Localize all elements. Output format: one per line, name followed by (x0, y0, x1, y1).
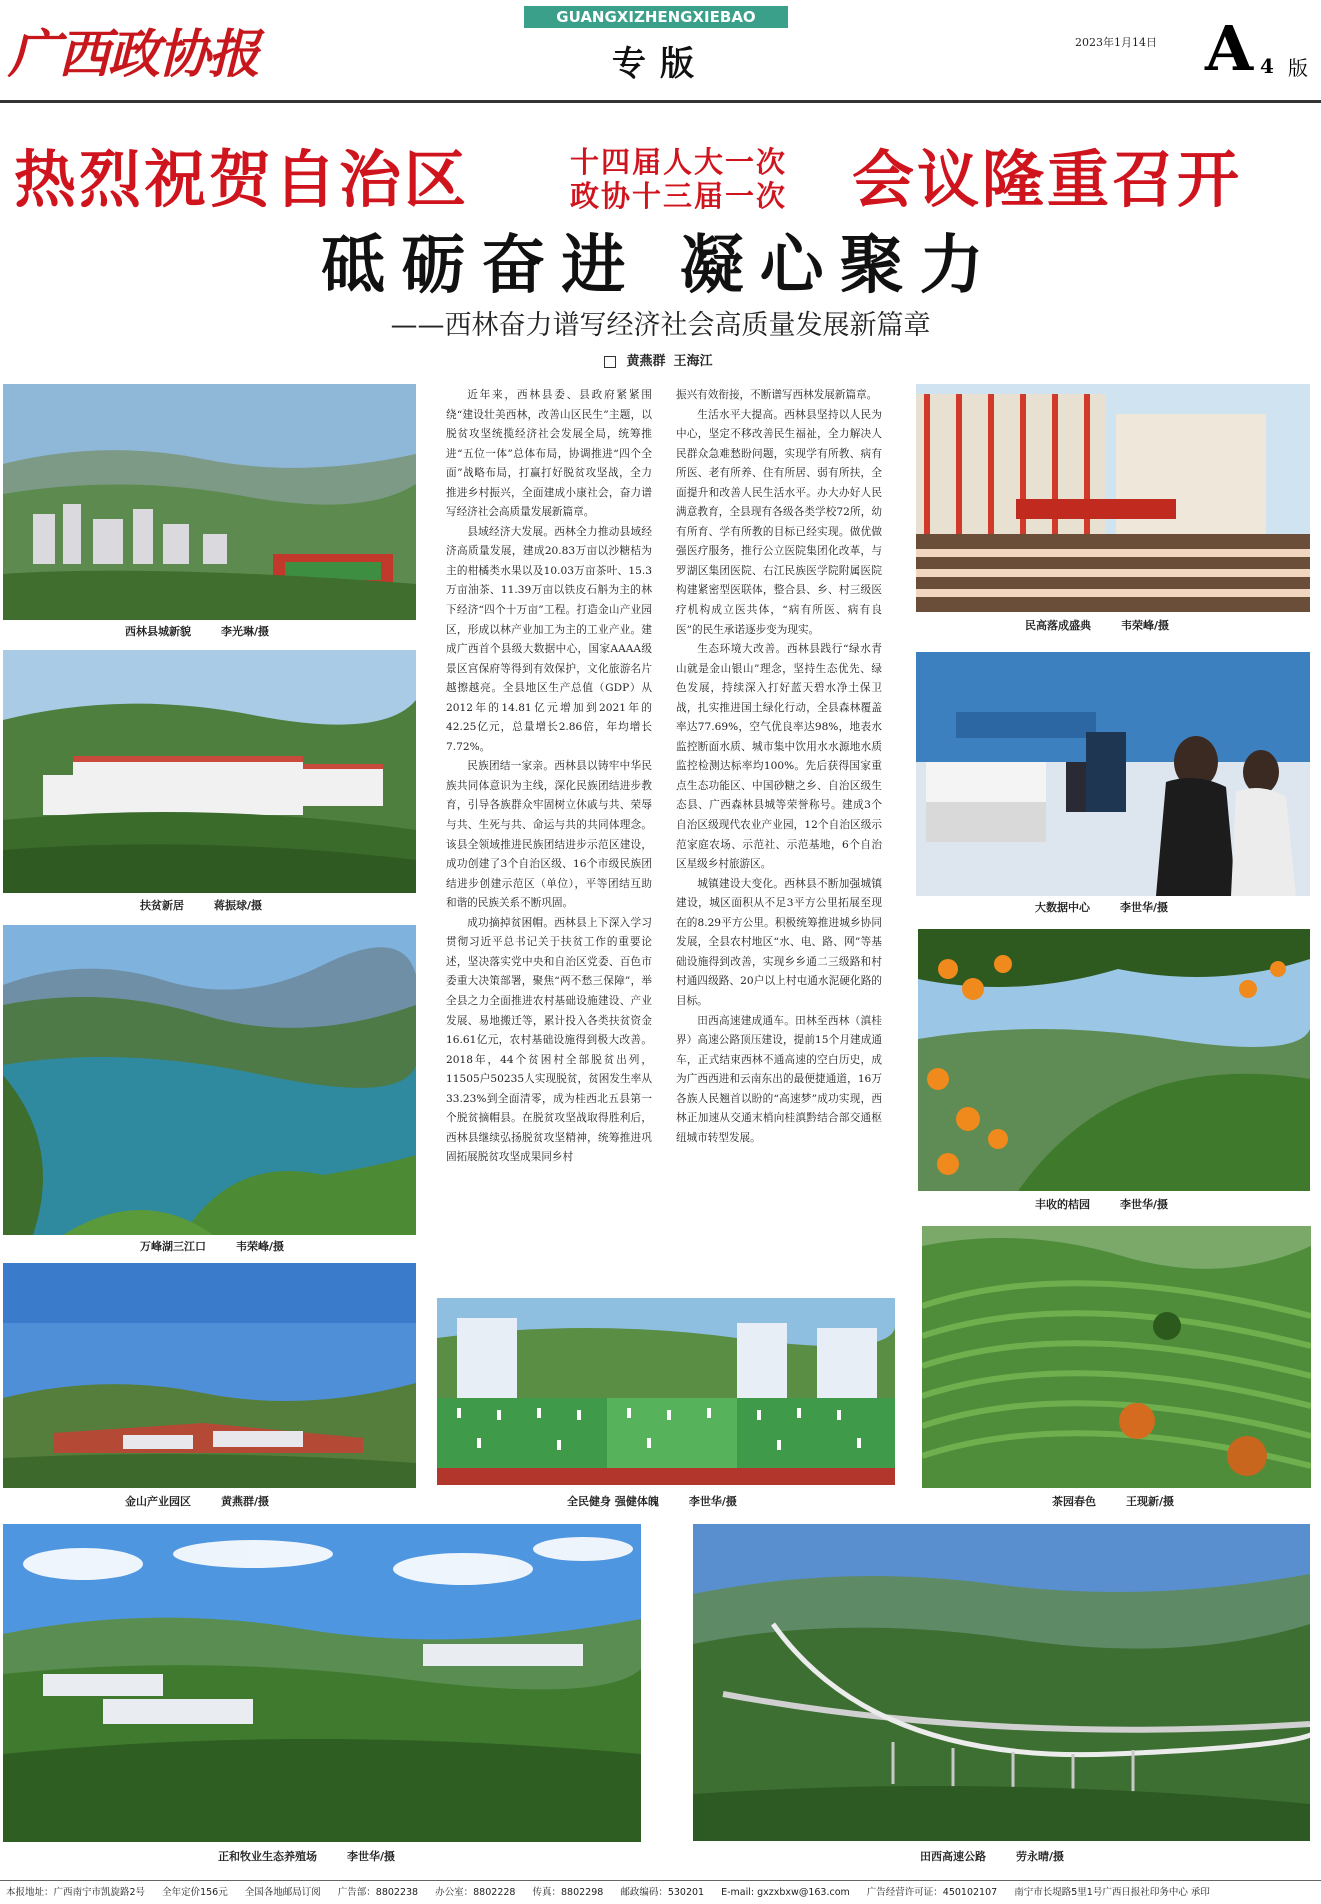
caption-town (125, 623, 269, 641)
footer-email: E-mail: gxzxbxw@163.com (721, 1887, 850, 1898)
author: 王海江 (673, 354, 713, 369)
footer-subscription: 全国各地邮局订阅 (244, 1887, 321, 1898)
photo-fitness (437, 1298, 895, 1485)
paragraph: 成功摘掉贫困帽。西林县上下深入学习贯彻习近平总书记关于扶贫工作的重要论述，坚决落实党中央和自治区党委、百色市委重大决策部署，聚焦“两不愁三保障”，举全县之力全面推进农村基础设施建设、产业发展、易地搬迁等，累计投入各类扶贫资金16.61亿元，农村基础设施得到极大改善。2018年，44个贫困村全部脱贫出列，11505户50235人实现脱贫，贫困发生率从33.23%到全面清零，成为桂西北五县第一个脱贫摘帽县。在脱贫攻坚战取得胜利后，西林县继续弘扬脱贫攻坚精神，统筹推进巩固拓展脱贫攻坚成果同乡村 (446, 916, 652, 1164)
masthead-pinyin: GUANGXIZHENGXIEBAO (524, 6, 788, 28)
section-title: 专版 (612, 44, 708, 84)
paragraph: 城镇建设大变化。西林县不断加强城镇建设，城区面积从不足3平方公里拓展至现在的8.29平方公里。积极统筹推进城乡协同发展，全县农村地区“水、电、路、网”等基础设施得到改善，实现乡乡通二三级路和村村通四级路、20户以上村屯通水泥硬化路的目标。 (676, 877, 882, 1007)
caption-industrial (125, 1493, 269, 1511)
caption-tea (1052, 1493, 1174, 1511)
caption-festival (1025, 617, 1169, 635)
issue-date: 2023年1月14日 (1075, 36, 1157, 49)
caption-title: 扶贫新居 (140, 899, 184, 912)
caption-title: 茶园春色 (1052, 1495, 1096, 1508)
caption-credit: 黄燕群/摄 (221, 1495, 270, 1508)
caption-title: 正和牧业生态养殖场 (218, 1850, 317, 1863)
masthead-divider (0, 100, 1321, 103)
photo-lake (3, 925, 416, 1235)
newspaper-logo: 广西政协报 (8, 24, 259, 85)
footer-office-phone: 办公室：8802228 (435, 1887, 516, 1898)
article-column-1 (446, 386, 652, 1256)
photo-relocation (3, 650, 416, 893)
caption-title: 大数据中心 (1035, 901, 1090, 914)
footer-address: 本报地址：广西南宁市凯旋路2号 (6, 1887, 146, 1898)
caption-credit: 王现新/摄 (1126, 1495, 1175, 1508)
caption-title: 西林县城新貌 (125, 625, 191, 638)
article-subtitle: ——西林奋力谱写经济社会高质量发展新篇章 (390, 310, 931, 341)
caption-title: 民高落成盛典 (1025, 619, 1091, 632)
headline-middle-line1: 十四届人大一次 (570, 145, 788, 179)
paragraph: 田西高速建成通车。田林至西林（滇桂界）高速公路顶压建设，提前15个月建成通车，正式结束西林不通高速的空白历史，成为广西西进和云南东出的最便捷通道，16万各族人民翘首以盼的“高速梦”成功实现，西林正加速从交通末梢向桂滇黔结合部交通枢纽城市转型发展。 (676, 1014, 882, 1144)
caption-credit: 蒋振球/摄 (214, 899, 263, 912)
photo-datacenter (916, 652, 1310, 896)
page-label: 版 (1288, 56, 1308, 80)
caption-datacenter (1035, 899, 1168, 917)
byline (0, 350, 1321, 370)
paragraph: 振兴有效衔接，不断谱写西林发展新篇章。 (676, 389, 878, 401)
caption-fitness (567, 1493, 737, 1511)
footer-info (6, 1884, 1316, 1900)
footer-printer: 南宁市长堤路5里1号广西日报社印务中心 承印 (1014, 1887, 1210, 1898)
caption-title: 金山产业园区 (125, 1495, 191, 1508)
headline-left: 热烈祝贺自治区 (14, 143, 470, 216)
author: 黄燕群 (626, 354, 666, 369)
byline-box-icon (604, 356, 616, 368)
paragraph: 生活水平大提高。西林县坚持以人民为中心，坚定不移改善民生福祉，全力解决人民群众急难愁盼问题，实现学有所教、病有所医、老有所养、住有所居、弱有所扶，全面提升和改善人民生活水平。办大办好人民满意教育，全县现有各级各类学校72所，幼有所育、学有所教的目标已经实现。做优做强医疗服务，推行公立医院集团化改革，与罗湖区集团医院、右江民族医学院附属医院构建紧密型医联体，整合县、乡、村三级医疗机构成立医共体，“病有所医、病有良医”的民生承诺逐步变为现实。 (676, 408, 882, 636)
article-title: 砥砺奋进 凝心聚力 (321, 229, 1000, 303)
caption-relocation (140, 897, 262, 915)
paragraph: 生态环境大改善。西林县践行“绿水青山就是金山银山”理念，坚持生态优先、绿色发展，持续深入打好蓝天碧水净土保卫战，扎实推进国土绿化行动，全县森林覆盖率达77.69%，空气优良率达98%，地表水监控断面水质、城市集中饮用水水源地水质监控检测达标率均100%。先后获得国家重点生态功能区、中国砂糖之乡、自治区级生态县、广西森林县城等荣誉称号。建成3个自治区级现代农业产业园，12个自治区级示范家庭农场、示范社、示范基地，6个自治区星级乡村旅游区。 (676, 643, 882, 871)
caption-credit: 劳永晴/摄 (1016, 1850, 1065, 1863)
paragraph: 民族团结一家亲。西林县以铸牢中华民族共同体意识为主线，深化民族团结进步教育，引导各族群众牢固树立休戚与共、荣辱与共、生死与共、命运与共的共同体理念。该县全领域推进民族团结进步示范区建设，成功创建了3个自治区级、16个市级民族团结进步创建示范区（单位），平等团结互助和谐的民族关系不断巩固。 (446, 760, 652, 910)
page-number: 4 (1260, 54, 1274, 78)
photo-farm (3, 1524, 641, 1842)
caption-title: 丰收的桔园 (1035, 1198, 1090, 1211)
caption-title: 全民健身 强健体魄 (567, 1495, 659, 1508)
caption-title: 田西高速公路 (920, 1850, 986, 1863)
photo-tea (922, 1226, 1311, 1488)
caption-credit: 李世华/摄 (347, 1850, 396, 1863)
caption-credit: 李世华/摄 (1120, 901, 1169, 914)
caption-lake (140, 1238, 284, 1256)
caption-farm (218, 1848, 395, 1866)
page-letter: A (1205, 12, 1254, 85)
paragraph: 近年来，西林县委、县政府紧紧围绕“建设壮美西林，改善山区民生”主题，以脱贫攻坚统揽经济社会发展全局，统筹推进“五位一体”总体布局，协调推进“四个全面”战略布局，打赢打好脱贫攻坚战，全力推进乡村振兴，全面建成小康社会，奋力谱写经济社会高质量发展新篇章。 (446, 389, 652, 519)
footer-price: 全年定价156元 (162, 1887, 228, 1898)
caption-title: 万峰湖三江口 (140, 1240, 206, 1253)
photo-industrial (3, 1263, 416, 1488)
caption-credit: 韦荣峰/摄 (1121, 619, 1170, 632)
caption-credit: 李世华/摄 (688, 1495, 737, 1508)
photo-highway (693, 1524, 1310, 1841)
caption-credit: 李世华/摄 (1120, 1198, 1169, 1211)
photo-orange (918, 929, 1310, 1191)
headline-middle-line2: 政协十三届一次 (570, 179, 788, 213)
article-column-2 (676, 386, 882, 1256)
photo-festival (916, 384, 1310, 612)
caption-credit: 李光琳/摄 (221, 625, 270, 638)
caption-orange (1035, 1196, 1168, 1214)
caption-highway (920, 1848, 1064, 1866)
headline-right: 会议隆重召开 (852, 143, 1243, 216)
footer-postcode: 邮政编码：530201 (620, 1887, 705, 1898)
photo-town (3, 384, 416, 620)
caption-credit: 韦荣峰/摄 (236, 1240, 285, 1253)
footer-divider (0, 1880, 1321, 1881)
footer-license: 广告经营许可证：450102107 (866, 1887, 998, 1898)
footer-ad-phone: 广告部：8802238 (337, 1887, 419, 1898)
footer-fax: 传真：8802298 (532, 1887, 604, 1898)
paragraph: 县域经济大发展。西林全力推动县域经济高质量发展，建成20.83万亩以沙糖桔为主的柑橘类水果以及10.03万亩茶叶、15.3万亩油茶、11.39万亩以铁皮石斛为主的林下经济“四个十万亩”工程。打造金山产业园区，形成以林产业加工为主的工业产业。建成广西首个县级大数据中心，国家AAAA级景区宫保府等得到有效保护，文化旅游名片越擦越亮。全县地区生产总值（GDP）从2012年的14.81亿元增加到2021年的42.25亿元，总量增长2.86倍，年均增长7.72%。 (446, 525, 652, 753)
